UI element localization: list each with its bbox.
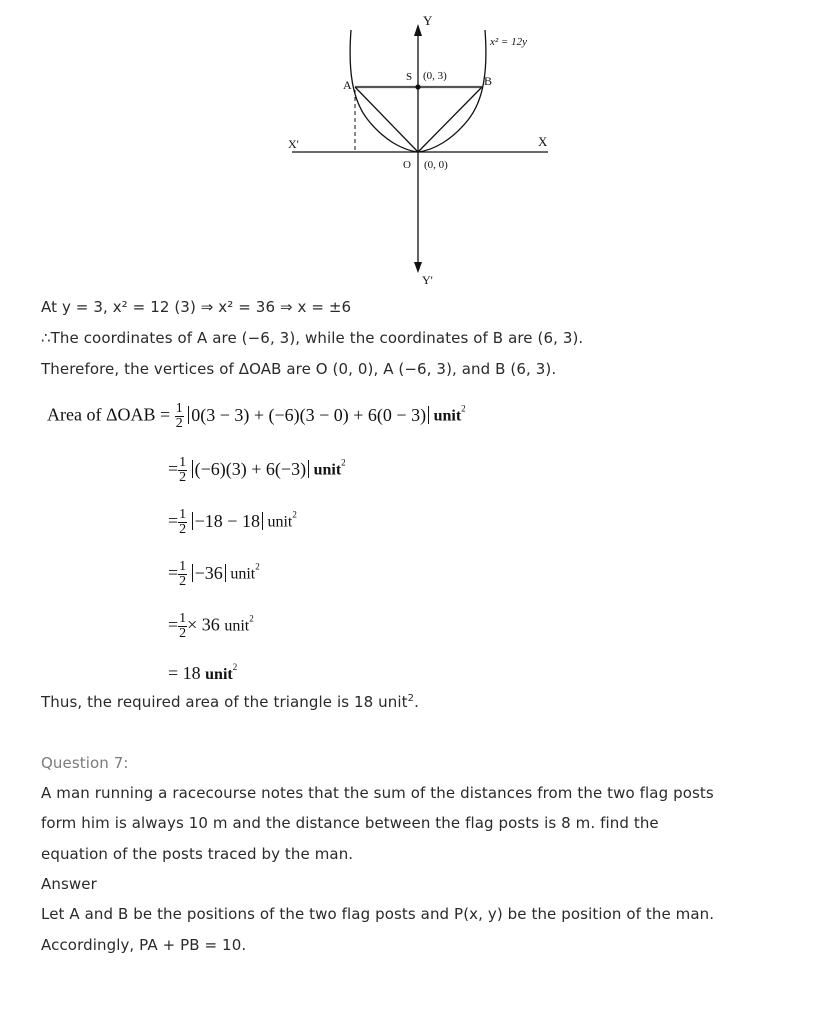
label-o: O	[403, 159, 411, 171]
focus-point-s	[415, 84, 420, 89]
label-y-neg: Y'	[422, 273, 433, 287]
question-line-3: equation of the posts traced by the man.	[41, 845, 354, 863]
area-label: Area of ΔOAB =	[47, 404, 171, 425]
y-arrow-up	[414, 24, 422, 36]
question-title: Question 7:	[41, 754, 129, 772]
unit-label: unit	[433, 407, 462, 425]
area-equation-6: = 18 unit$^2$	[168, 662, 238, 683]
label-s-coord: (0, 3)	[423, 70, 447, 82]
area-equation-4: = $\frac{1}{2}$ −36 unit$^2$	[168, 559, 260, 589]
area-equation-5: = $\frac{1}{2}$ × 36 unit$^2$	[168, 611, 254, 641]
label-o-coord: (0, 0)	[424, 159, 448, 171]
text-line-2: ∴The coordinates of A are (−6, 3), while the coordinates of B are (6, 3).	[41, 329, 584, 347]
side-oa	[355, 87, 418, 152]
question-line-1: A man running a racecourse notes that the sum of the distances from the two flag posts	[41, 784, 714, 802]
question-line-2: form him is always 10 m and the distance between the flag posts is 8 m. find the	[41, 814, 659, 832]
abs-expression-4: −36	[192, 564, 226, 582]
side-ob	[418, 87, 482, 152]
answer-line-2: Accordingly, PA + PB = 10.	[41, 936, 247, 954]
answer-label: Answer	[41, 875, 97, 893]
label-y: Y	[423, 13, 433, 28]
fraction-half: $\frac{1}{2}$	[175, 401, 183, 431]
text-line-1: At y = 3, x² = 12 (3) ⇒ x² = 36 ⇒ x = ±6	[41, 298, 352, 316]
parabola-equation: x² = 12y	[490, 36, 527, 48]
label-x: X	[538, 134, 548, 149]
area-equation-1: Area of ΔOAB = $\frac{1}{2}$ 0(3 − 3) + (−6)(3 − 0) + 6(0 − 3) unit$^2$	[47, 401, 466, 431]
abs-expression-2: (−6)(3) + 6(−3)	[192, 460, 309, 478]
label-x-neg: X'	[288, 137, 299, 151]
abs-expression-3: −18 − 18	[192, 512, 263, 530]
area-equation-3: = $\frac{1}{2}$ −18 − 18 unit$^2$	[168, 507, 297, 537]
label-a: A	[343, 78, 352, 92]
area-equation-2: = $\frac{1}{2}$ (−6)(3) + 6(−3) unit$^2$	[168, 455, 346, 485]
conclusion-line: Thus, the required area of the triangle is 18 unit$^2$.	[41, 693, 419, 711]
abs-expression-1: 0(3 − 3) + (−6)(3 − 0) + 6(0 − 3)	[188, 406, 429, 424]
label-s: S	[406, 71, 413, 83]
text-line-3: Therefore, the vertices of ΔOAB are O (0, 0), A (−6, 3), and B (6, 3).	[41, 360, 557, 378]
answer-line-1: Let A and B be the positions of the two flag posts and P(x, y) be the position of the man.	[41, 905, 715, 923]
y-arrow-down	[414, 262, 422, 273]
label-b: B	[484, 74, 493, 88]
parabola-figure	[0, 0, 838, 290]
